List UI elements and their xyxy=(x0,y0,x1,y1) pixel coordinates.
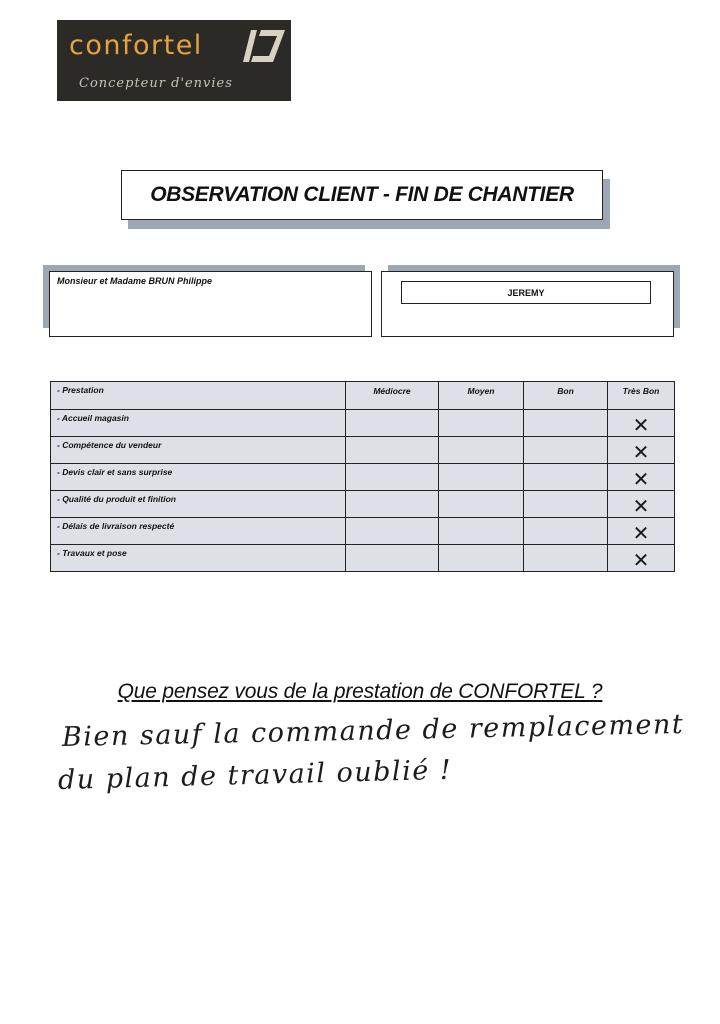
rating-table xyxy=(50,381,675,572)
row-label: - Qualité du produit et finition xyxy=(51,491,346,518)
table-row xyxy=(51,464,675,491)
rating-cell[interactable] xyxy=(439,437,524,464)
representative-name: JEREMY xyxy=(507,287,545,298)
rating-cell[interactable] xyxy=(346,464,439,491)
page-title: OBSERVATION CLIENT - FIN DE CHANTIER xyxy=(150,183,574,206)
rating-cell[interactable] xyxy=(524,410,608,437)
logo-wordmark xyxy=(69,30,203,61)
checkmark-x-icon: ✕ xyxy=(632,413,650,437)
handwritten-answer-line-2: du plan de travail oublié ! xyxy=(57,754,453,796)
row-label: - Travaux et pose xyxy=(51,545,346,572)
checkmark-x-icon: ✕ xyxy=(632,467,650,491)
rating-cell[interactable] xyxy=(524,518,608,545)
rating-cell[interactable] xyxy=(608,410,675,437)
title-box xyxy=(121,170,603,220)
question-heading: Que pensez vous de la prestation de CONFORTEL ? xyxy=(117,680,603,703)
handwritten-answer-line-1: Bien sauf la commande de remplacement xyxy=(61,708,685,753)
header-prestation: - Prestation xyxy=(51,382,346,410)
rating-cell[interactable] xyxy=(346,545,439,572)
rating-rows xyxy=(51,410,675,572)
rating-cell[interactable] xyxy=(439,410,524,437)
rating-cell[interactable] xyxy=(524,545,608,572)
rating-cell[interactable] xyxy=(608,464,675,491)
table-row xyxy=(51,545,675,572)
rating-cell[interactable] xyxy=(439,545,524,572)
table-row xyxy=(51,437,675,464)
rating-cell[interactable] xyxy=(439,491,524,518)
confortel-logo xyxy=(57,20,291,101)
rating-cell[interactable] xyxy=(524,437,608,464)
representative-box xyxy=(381,271,674,337)
row-label: - Délais de livraison respecté xyxy=(51,518,346,545)
header-mediocre: Médiocre xyxy=(346,382,439,410)
header-bon: Bon xyxy=(524,382,608,410)
rating-cell[interactable] xyxy=(346,437,439,464)
row-label: - Devis clair et sans surprise xyxy=(51,464,346,491)
rating-cell[interactable] xyxy=(346,491,439,518)
checkmark-x-icon: ✕ xyxy=(632,494,650,518)
rating-cell[interactable] xyxy=(346,410,439,437)
rating-cell[interactable] xyxy=(439,518,524,545)
representative-field xyxy=(401,281,651,304)
row-label: - Compétence du vendeur xyxy=(51,437,346,464)
logo-slashes-icon xyxy=(243,28,287,64)
rating-header-row xyxy=(51,382,675,410)
logo-wordmark-text: confortel xyxy=(69,30,203,61)
rating-cell[interactable] xyxy=(524,464,608,491)
table-row xyxy=(51,518,675,545)
rating-cell[interactable] xyxy=(346,518,439,545)
table-row xyxy=(51,491,675,518)
rating-cell[interactable] xyxy=(524,491,608,518)
rating-cell[interactable] xyxy=(608,518,675,545)
checkmark-x-icon: ✕ xyxy=(632,548,650,572)
client-box xyxy=(49,271,372,337)
header-tres-bon: Très Bon xyxy=(608,382,675,410)
rating-cell[interactable] xyxy=(608,545,675,572)
row-label: - Accueil magasin xyxy=(51,410,346,437)
client-name: Monsieur et Madame BRUN Philippe xyxy=(57,276,213,286)
checkmark-x-icon: ✕ xyxy=(632,521,650,545)
rating-cell[interactable] xyxy=(608,491,675,518)
rating-cell[interactable] xyxy=(608,437,675,464)
rating-cell[interactable] xyxy=(439,464,524,491)
checkmark-x-icon: ✕ xyxy=(632,440,650,464)
header-moyen: Moyen xyxy=(439,382,524,410)
logo-tagline: Concepteur d'envies xyxy=(79,76,233,91)
table-row xyxy=(51,410,675,437)
